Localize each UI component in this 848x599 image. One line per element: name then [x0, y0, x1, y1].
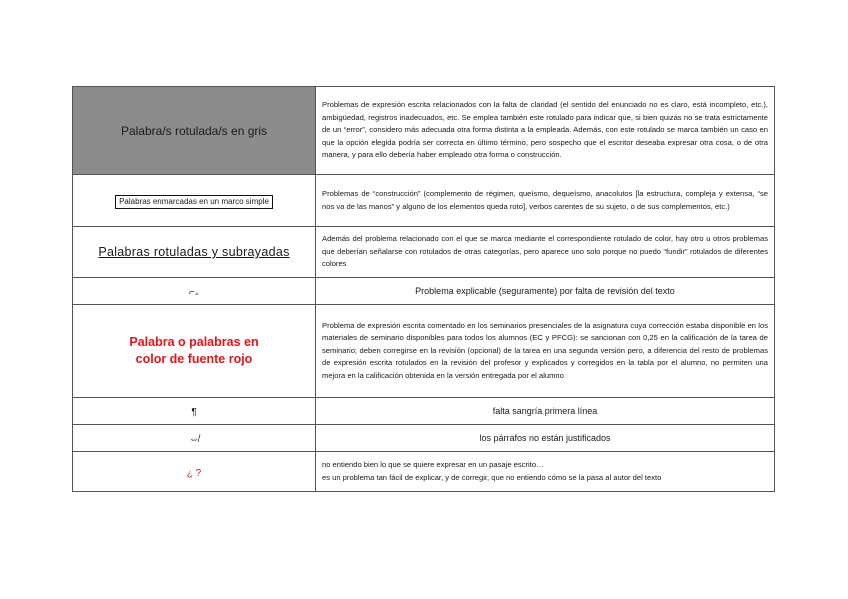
legend-key-cell [73, 305, 316, 398]
legend-description-line2: es un problema tan fácil de explicar, y de corregir, que no entiendo cómo se la pasa al autor del texto [322, 472, 662, 482]
legend-key-underlined-words: Palabras rotuladas y subrayadas [98, 245, 290, 259]
revision-symbol-icon: ⌐ಀ [188, 287, 200, 298]
question-marks-icon: ¿ ? [186, 467, 202, 479]
legend-description [316, 452, 775, 492]
table-row [73, 278, 775, 305]
legend-description-line1: no entiendo bien lo que se quiere expresar en un pasaje escrito… [322, 459, 544, 469]
legend-key-gray-highlight: Palabra/s rotulada/s en gris [73, 87, 316, 175]
justify-arrows-icon: ⇎ [189, 434, 199, 445]
table-row [73, 87, 775, 175]
legend-key-boxed-words: Palabras enmarcadas en un marco simple [115, 195, 273, 209]
legend-description: falta sangría primera línea [316, 398, 775, 425]
legend-key-cell [73, 452, 316, 492]
legend-key-red-font [129, 334, 258, 368]
legend-description: Problemas de “construcción” (complemento de régimen, queísmo, dequeísmo, anacolutos [la estructura, compleja y extensa, “se nos va de las manos” y alguno de los elementos queda roto], verbos carentes de su sujeto, o de sus complementos, etc.) [316, 175, 775, 227]
table-row [73, 305, 775, 398]
legend-key-cell [73, 425, 316, 452]
table-row [73, 175, 775, 227]
table-row [73, 425, 775, 452]
legend-description: Problema de expresión escrita comentado en los seminarios presenciales de la asignatura cuya corrección estaba disponible en los materiales de seminario disponibles para todos los alumnos (EC y PFCG): se sancionan con 0,25 en la calificación de la tarea de seminario; deben corregirse en la revisión (opcional) de la tarea en una segunda versión pero, a diferencia del resto de problemas de expresión escrita rotulados en la revisión del profesor y explicados y corregidos en la tabla por el alumno, no permiten una mejora en la calificación obtenida en la versión entregada por el alumno [316, 305, 775, 398]
legend-key-red-line2: color de fuente rojo [135, 352, 253, 366]
table-row [73, 452, 775, 492]
legend-key-cell [73, 175, 316, 227]
legend-key-cell [73, 398, 316, 425]
legend-key-cell [73, 227, 316, 278]
legend-key-cell [73, 278, 316, 305]
legend-key-red-line1: Palabra o palabras en [129, 335, 259, 349]
legend-description: Problemas de expresión escrita relacionados con la falta de claridad (el sentido del enunciado no es claro, está incompleto, etc.), ambigüedad, registros inadecuados, etc. Se emplea también este rotulado para indicar que, si bien quizás no se trata estrictamente de un “error”, considero más adecuada otra forma distinta a la empleada. Además, con este rotulado se marca también un caso en que la opción elegida podría ser correcta en último término, pero sospecho que el escritor deseaba expresar otra cosa, o de otra manera, y para ello debería haber empleado otra forma o construcción. [316, 87, 775, 175]
legend-description: Problema explicable (seguramente) por falta de revisión del texto [316, 278, 775, 305]
legend-description: los párrafos no están justificados [316, 425, 775, 452]
table-row [73, 227, 775, 278]
pilcrow-icon: ¶ [191, 407, 197, 418]
legend-description: Además del problema relacionado con el que se marca mediante el correspondiente rotulado de color, hay otro u otros problemas que deberían señalarse con rotulados de otras categorías, pero aparece uno solo porque no puedo “fundir” rotulados de diferentes colores [316, 227, 775, 278]
correction-legend-table [72, 86, 775, 492]
table-row [73, 398, 775, 425]
